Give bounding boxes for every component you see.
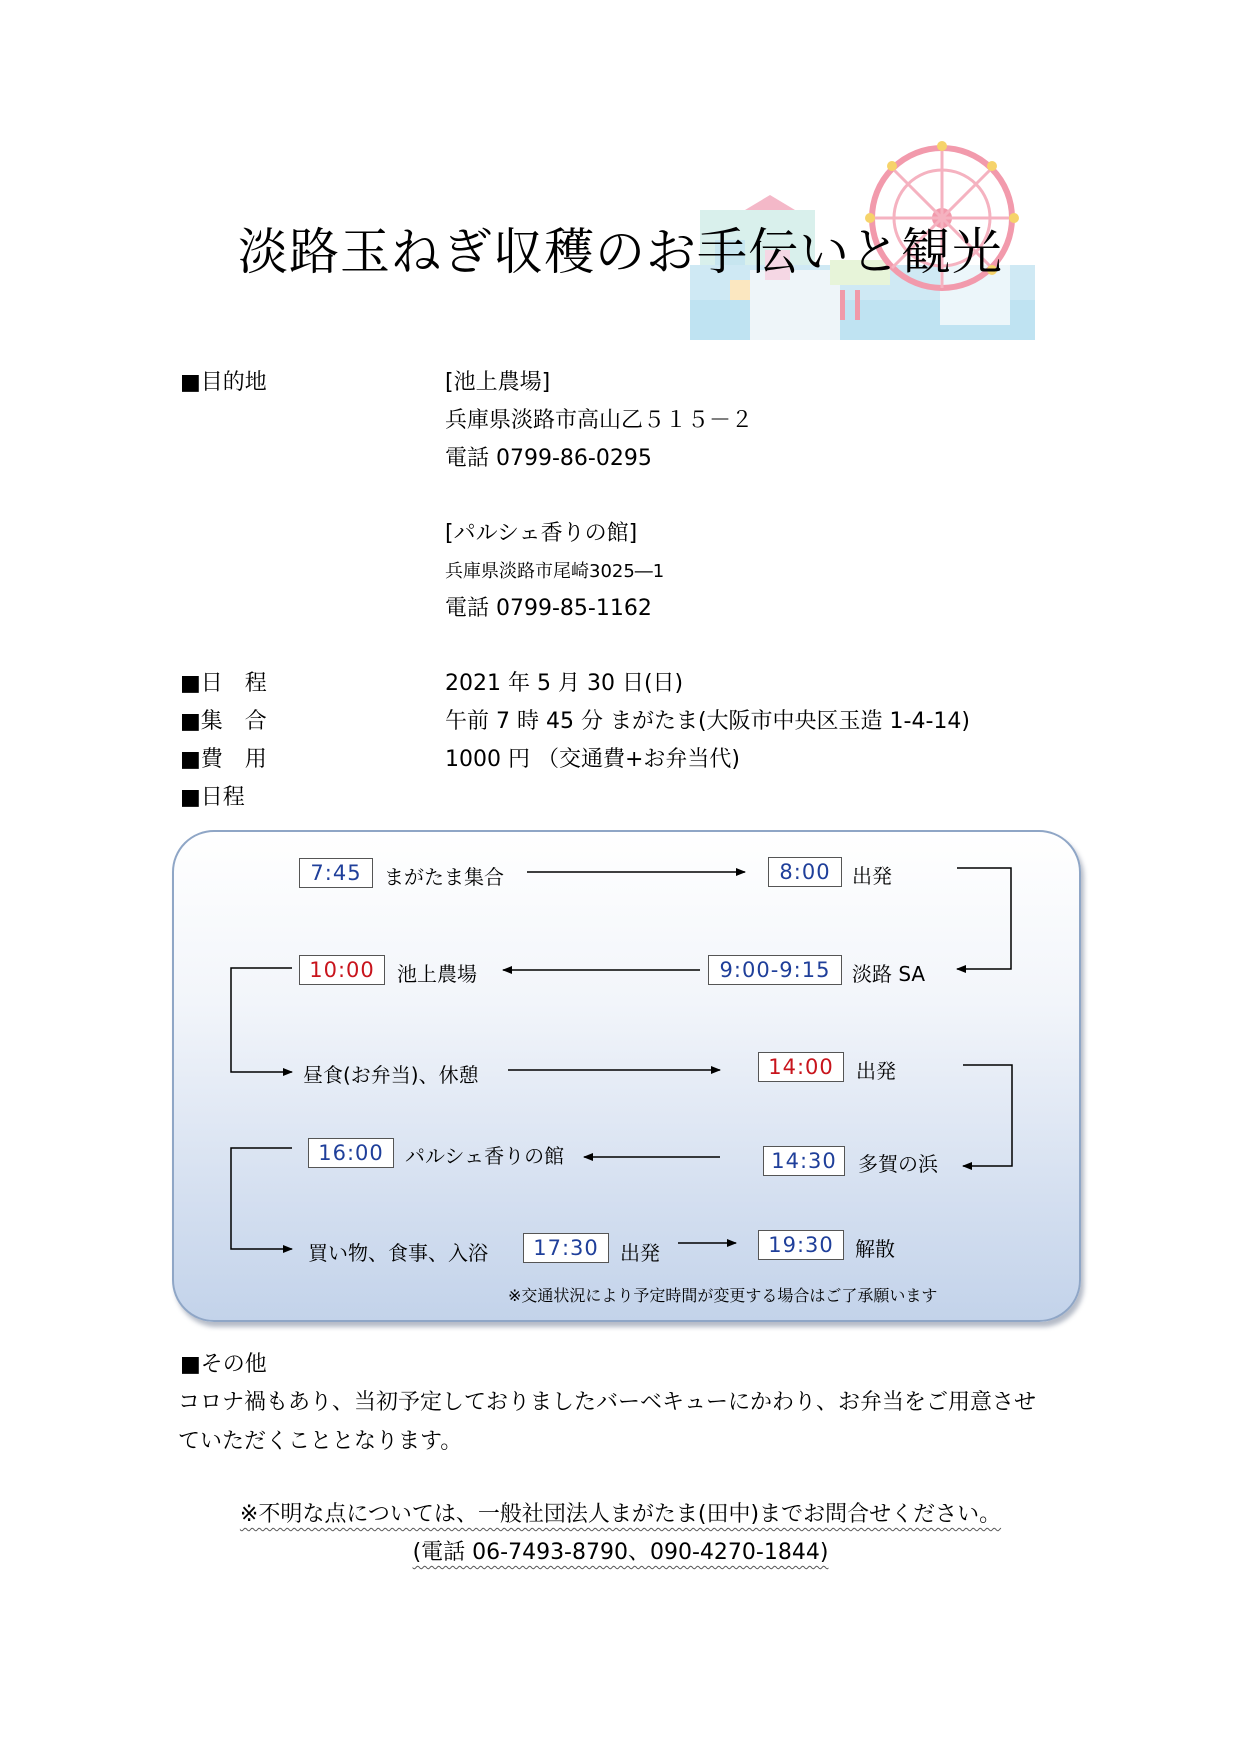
time-box-0900-0915: 9:00-9:15 <box>708 955 842 985</box>
other-text-line2: ていただくこととなります。 <box>178 1429 463 1454</box>
meeting-value: 午前 7 時 45 分 まがたま(大阪市中央区玉造 1-4-14) <box>445 709 970 734</box>
other-label: ■その他 <box>180 1352 267 1377</box>
date-value: 2021 年 5 月 30 日(日) <box>445 671 684 696</box>
step-marche: パルシェ香りの館 <box>405 1144 565 1168</box>
step-depart-3: 出発 <box>620 1241 660 1265</box>
time-box-1730: 17:30 <box>523 1233 609 1263</box>
contact-line1: ※不明な点については、一般社団法人まがたま(田中)までお問合せください。 <box>239 1502 1002 1527</box>
time-box-1600: 16:00 <box>308 1138 394 1168</box>
cost-label: ■費 用 <box>180 747 267 772</box>
date-label: ■日 程 <box>180 671 267 696</box>
step-taga-beach: 多賀の浜 <box>858 1152 938 1176</box>
marche-address: 兵庫県淡路市尾崎3025―1 <box>445 561 665 582</box>
page-title: 淡路玉ねぎ収穫のお手伝いと観光 <box>238 223 1003 281</box>
other-text-line1: コロナ禍もあり、当初予定しておりましたバーベキューにかわり、お弁当をご用意させ <box>178 1390 1037 1415</box>
meeting-label: ■集 合 <box>180 709 267 734</box>
marche-name: [パルシェ香りの館] <box>445 521 638 546</box>
time-box-0800: 8:00 <box>768 857 842 887</box>
time-box-1400: 14:00 <box>758 1052 844 1082</box>
step-shopping: 買い物、食事、入浴 <box>308 1241 488 1265</box>
step-farm: 池上農場 <box>397 962 477 986</box>
step-depart-2: 出発 <box>856 1059 896 1083</box>
step-lunch: 昼食(お弁当)、休憩 <box>303 1063 479 1087</box>
contact-line2: (電話 06-7493-8790、090-4270-1844) <box>412 1540 829 1565</box>
schedule-label: ■日程 <box>180 785 245 810</box>
time-box-1430: 14:30 <box>763 1146 845 1176</box>
cost-value: 1000 円 （交通費+お弁当代) <box>445 747 740 772</box>
time-box-1930: 19:30 <box>758 1230 844 1260</box>
farm-name: [池上農場] <box>445 370 551 395</box>
step-awaji-sa: 淡路 SA <box>852 962 926 986</box>
step-depart-1: 出発 <box>852 864 892 888</box>
time-box-0745: 7:45 <box>299 858 373 888</box>
step-dismissal: 解散 <box>855 1237 895 1261</box>
destination-label: ■目的地 <box>180 370 267 395</box>
step-meet: まがたま集合 <box>384 865 504 889</box>
farm-phone: 電話 0799-86-0295 <box>445 446 652 471</box>
traffic-note: ※交通状況により予定時間が変更する場合はご了承願います <box>508 1286 938 1305</box>
marche-phone: 電話 0799-85-1162 <box>445 596 652 621</box>
farm-address: 兵庫県淡路市高山乙５１５－２ <box>445 408 754 433</box>
time-box-1000: 10:00 <box>299 955 385 985</box>
